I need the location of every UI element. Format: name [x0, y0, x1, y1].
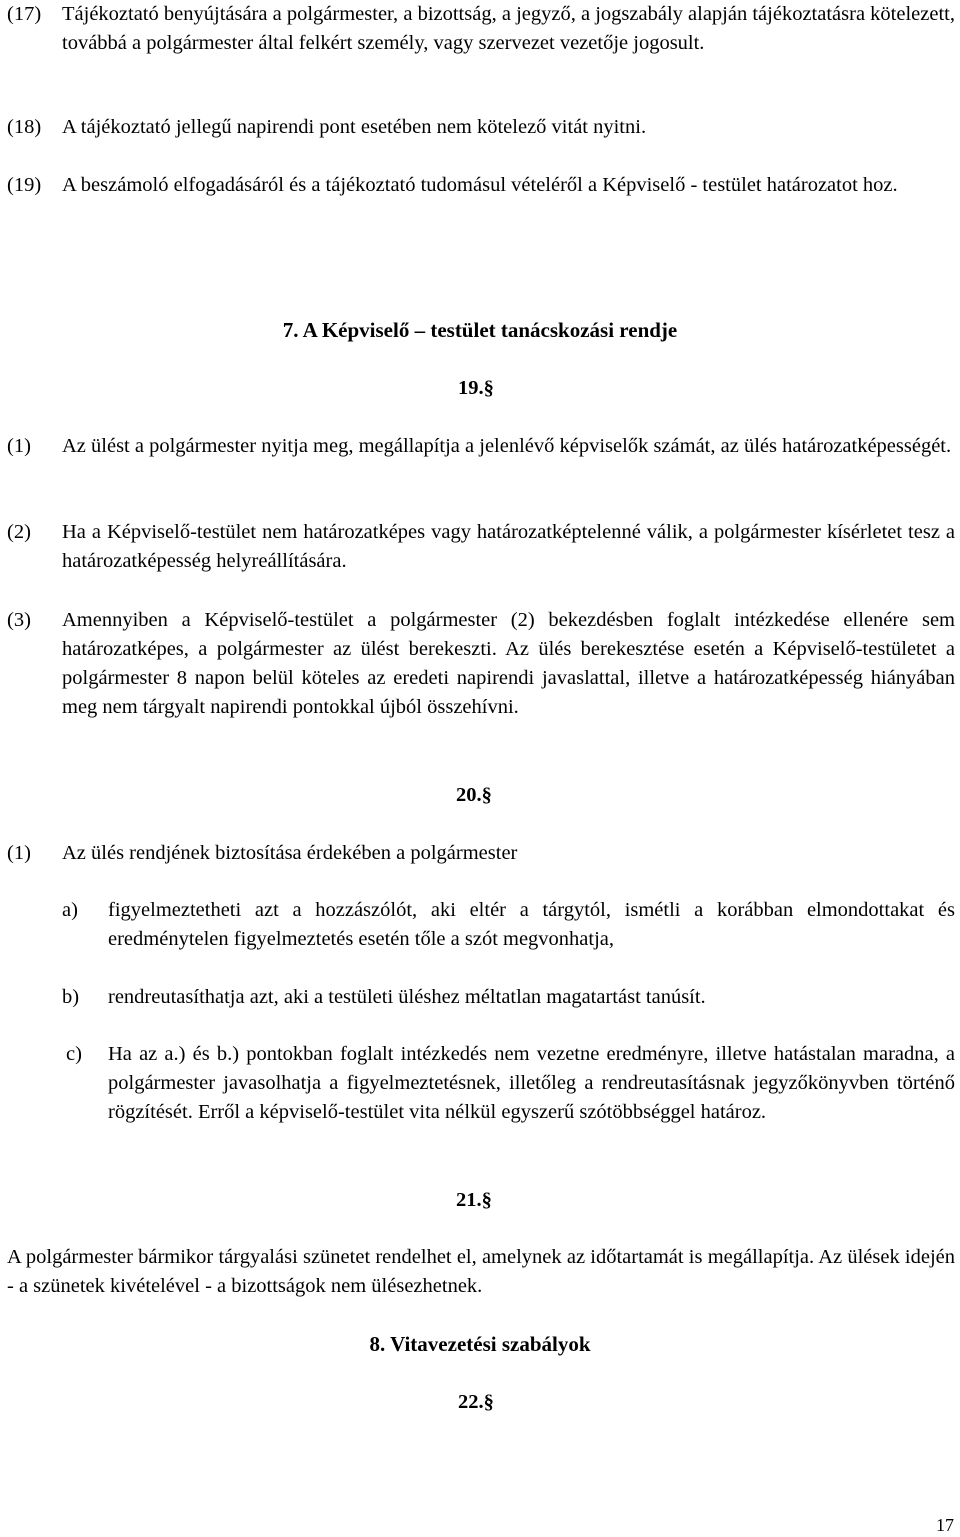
- sec20-item-a: [62, 896, 955, 954]
- paragraph-19: [7, 171, 955, 200]
- item-label: c): [66, 1043, 82, 1065]
- paragraph-text: A tájékoztató jellegű napirendi pont esetében nem kötelező vitát nyitni.: [62, 116, 647, 138]
- item-text: rendreutasíthatja azt, aki a testületi üléshez méltatlan magatartást tanúsít.: [108, 986, 706, 1008]
- section-title-20: 20.§: [456, 784, 492, 806]
- paragraph-18: [7, 113, 955, 142]
- paragraph-number: (2): [7, 521, 31, 543]
- sec19-paragraph-3: [7, 606, 955, 722]
- paragraph-text: Az ülést a polgármester nyitja meg, megállapítja a jelenlévő képviselők számát, az ülés határozatképességét.: [62, 435, 952, 457]
- paragraph-number: (1): [7, 842, 31, 864]
- paragraph-17: [7, 0, 955, 58]
- paragraph-number: (19): [7, 174, 42, 196]
- sec20-item-b: [62, 983, 955, 1012]
- paragraph-number: (1): [7, 435, 31, 457]
- item-text: figyelmeztetheti azt a hozzászólót, aki eltér a tárgytól, ismétli a korábban elmondottakat és eredménytelen figyelmeztetés esetén tőle a szót megvonhatja,: [108, 899, 955, 950]
- section-title-19: 19.§: [458, 377, 494, 399]
- item-label: a): [62, 899, 78, 921]
- sec20-paragraph-1: [7, 839, 955, 868]
- sec19-paragraph-1: [7, 432, 955, 461]
- paragraph-number: (3): [7, 609, 31, 631]
- sec20-item-c: [62, 1040, 955, 1127]
- sec19-paragraph-2: [7, 518, 955, 576]
- paragraph-text: Amennyiben a Képviselő-testület a polgármester (2) bekezdésben foglalt intézkedése ellenére sem határozatképes, a polgármester az ülést berekeszti. Az ülés berekesztése esetén a Képviselő-testületet a polgármester 8 napon belül köteles az eredeti napirendi javaslattal, illetve a határozatképesség hiányában meg nem tárgyalt napirendi pontokkal újból összehívni.: [62, 609, 955, 718]
- item-text: Ha az a.) és b.) pontokban foglalt intézkedés nem vezetne eredményre, illetve hatástalan maradna, a polgármester javasolhatja a figyelmeztetésnek, illetőleg a rendreutasításnak jegyzőkönyvben történő rögzítését. Erről a képviselő-testület vita nélkül egyszerű szótöbbséggel határoz.: [108, 1043, 955, 1123]
- item-label: b): [62, 986, 80, 1008]
- paragraph-text: Ha a Képviselő-testület nem határozatképes vagy határozatképtelenné válik, a polgármester kísérletet tesz a határozatképesség helyreállítására.: [62, 521, 955, 572]
- section-title-22: 22.§: [458, 1391, 494, 1413]
- paragraph-text: Az ülés rendjének biztosítása érdekében a polgármester: [62, 842, 518, 864]
- paragraph-number: (17): [7, 3, 42, 25]
- page-number: 17: [936, 1515, 954, 1535]
- section-title-21: 21.§: [456, 1189, 492, 1211]
- sec21-text: A polgármester bármikor tárgyalási szünetet rendelhet el, amelynek az időtartamát is megállapítja. Az ülések idején - a szünetek kivételével - a bizottságok nem ülésezhetnek.: [7, 1246, 955, 1297]
- chapter-heading-8: 8. Vitavezetési szabályok: [369, 1332, 591, 1356]
- paragraph-number: (18): [7, 116, 42, 138]
- paragraph-text: A beszámoló elfogadásáról és a tájékoztató tudomásul vételéről a Képviselő - testület határozatot hoz.: [62, 174, 898, 196]
- paragraph-text: Tájékoztató benyújtására a polgármester, a bizottság, a jegyző, a jogszabály alapján tájékoztatásra kötelezett, továbbá a polgármester által felkért személy, vagy szervezet vezetője jogosult.: [62, 3, 955, 54]
- chapter-heading-7: 7. A Képviselő – testület tanácskozási rendje: [282, 318, 678, 342]
